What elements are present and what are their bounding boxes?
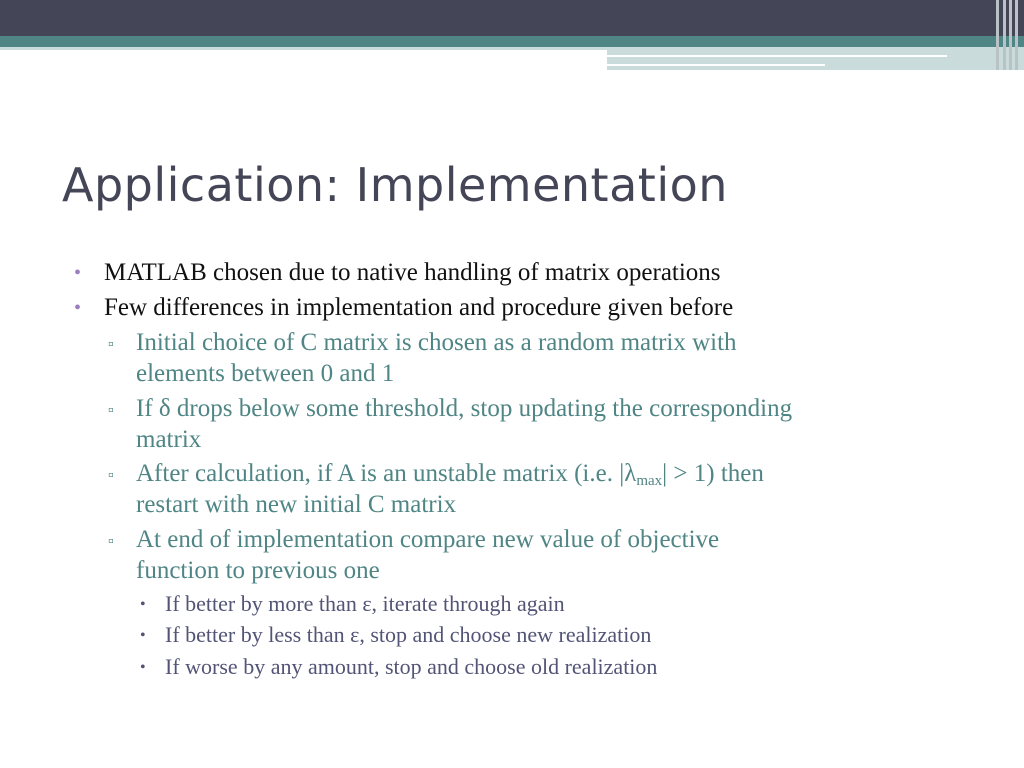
header-white-line-1 [607,55,947,57]
sub-bullet-text-line: Initial choice of C matrix is chosen as a random matrix with [136,329,737,356]
bullet-text: MATLAB chosen due to native handling of matrix operations [104,259,721,286]
bullet-dot-icon: • [74,297,82,319]
lambda-subscript: max [636,473,663,489]
small-dot-icon: • [140,659,146,676]
header-white-line-2 [607,64,825,66]
header-light-band [607,47,1024,70]
sub-bullet-text-line: matrix [136,426,202,453]
sub-bullet-text-line: restart with new initial C matrix [136,491,457,518]
sub-bullet-square-icon: ▫ [108,467,114,484]
header-accent-line [0,47,607,50]
sub-bullet-text-line: At end of implementation compare new value of objective [136,526,720,553]
header-dark-band [0,0,1024,36]
header-teal-band [0,36,1024,47]
sub-bullet-square-icon: ▫ [108,402,114,419]
sub-sub-bullet-text: If worse by any amount, stop and choose old realization [165,654,658,679]
slide-title: Application: Implementation [62,158,728,212]
sub-sub-bullet-text: If better by more than ε, iterate through again [165,591,565,616]
sub-bullet-text-line: After calculation, if A is an unstable matrix (i.e. $|\lambda_{max}| > 1$) then [136,460,764,489]
sub-bullet-text-line: If δ drops below some threshold, stop updating the corresponding [136,395,793,422]
header-stripes [994,0,1024,70]
bullet-dot-icon: • [74,262,82,284]
sub-bullet-text-line: function to previous one [136,557,380,584]
sub-bullet-square-icon: ▫ [108,336,114,353]
sub-sub-bullet-text: If better by less than ε, stop and choose new realization [165,622,652,647]
sub-bullet-square-icon: ▫ [108,533,114,550]
small-dot-icon: • [140,627,146,644]
sub-bullet-text-line: elements between 0 and 1 [136,360,395,387]
small-dot-icon: • [140,596,146,613]
bullet-text: Few differences in implementation and procedure given before [104,294,734,321]
